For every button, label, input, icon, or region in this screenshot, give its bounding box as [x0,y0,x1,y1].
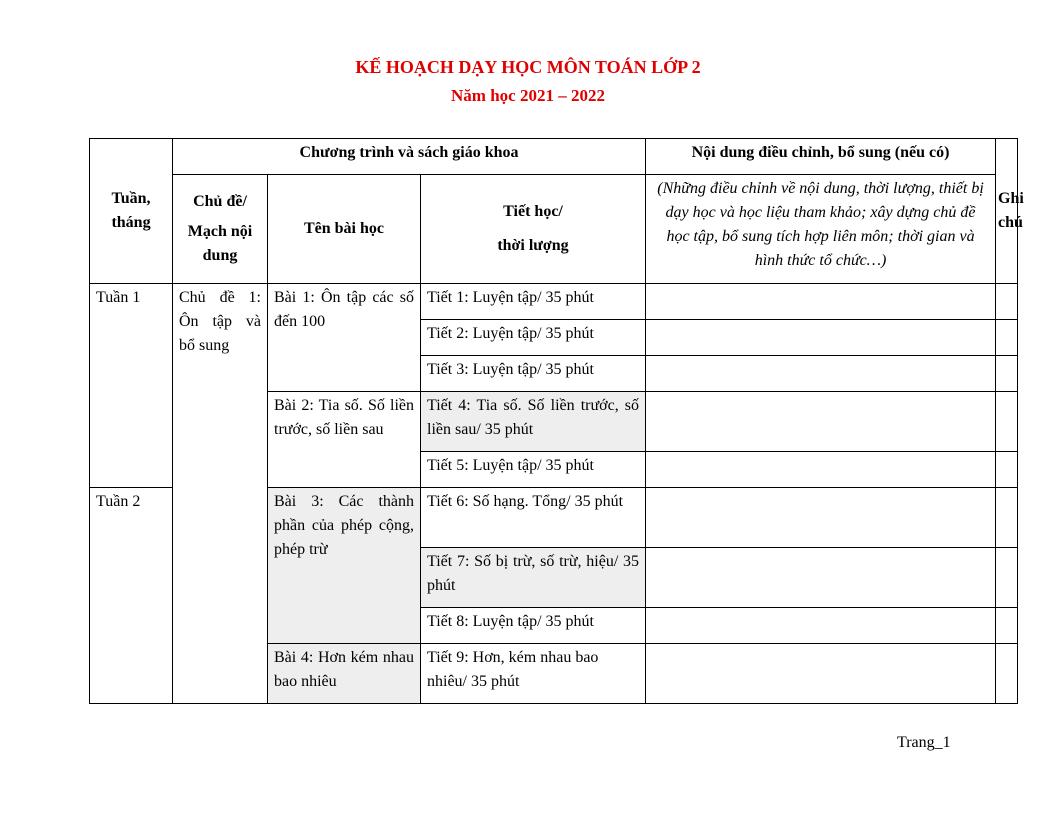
notes-cell [996,452,1018,488]
period-cell: Tiết 4: Tia số. Số liền trước, số liền sau/ 35 phút [421,392,646,452]
notes-cell [996,548,1018,608]
header-topic-line2: Mạch nội dung [187,223,253,264]
lesson-cell: Bài 1: Ôn tập các số đến 100 [268,284,421,392]
header-adjust-note: (Những điều chỉnh về nội dung, thời lượng, thiết bị dạy học và học liệu tham khảo; xây dựng chủ đề học tập, bổ sung tích hợp liên môn; thời gian và hình thức tổ chức…) [646,175,996,284]
page-number: Trang_1 [897,734,951,751]
period-cell: Tiết 5: Luyện tập/ 35 phút [421,452,646,488]
period-cell: Tiết 1: Luyện tập/ 35 phút [421,284,646,320]
notes-cell [996,608,1018,644]
adjust-cell [646,356,996,392]
notes-cell [996,284,1018,320]
week-cell: Tuần 2 [90,488,173,704]
header-period-line2: thời lượng [497,237,569,254]
period-cell: Tiết 3: Luyện tập/ 35 phút [421,356,646,392]
adjust-cell [646,488,996,548]
lesson-cell: Bài 3: Các thành phần của phép cộng, phép trừ [268,488,421,644]
header-topic [173,175,268,284]
period-cell: Tiết 7: Số bị trừ, số trừ, hiệu/ 35 phút [421,548,646,608]
header-notes: Ghi chú [996,139,1018,284]
notes-cell [996,488,1018,548]
period-cell: Tiết 9: Hơn, kém nhau bao nhiêu/ 35 phút [421,644,646,704]
document-title: KẾ HOẠCH DẠY HỌC MÔN TOÁN LỚP 2 [355,57,701,77]
adjust-cell [646,452,996,488]
adjust-cell [646,284,996,320]
adjust-cell [646,320,996,356]
notes-cell [996,392,1018,452]
adjust-cell [646,548,996,608]
adjust-cell [646,392,996,452]
period-cell: Tiết 8: Luyện tập/ 35 phút [421,608,646,644]
table-header-row [90,139,1018,175]
topic-cell: Chủ đề 1: Ôn tập và bổ sung [173,284,268,704]
period-cell: Tiết 6: Số hạng. Tổng/ 35 phút [421,488,646,548]
lesson-cell: Bài 4: Hơn kém nhau bao nhiêu [268,644,421,704]
adjust-cell [646,644,996,704]
notes-cell [996,320,1018,356]
header-program: Chương trình và sách giáo khoa [173,139,646,175]
adjust-cell [646,608,996,644]
lesson-plan-table [89,138,1024,704]
header-topic-line1: Chủ đề/ [193,193,247,210]
notes-cell [996,644,1018,704]
header-lesson: Tên bài học [268,175,421,284]
period-cell: Tiết 2: Luyện tập/ 35 phút [421,320,646,356]
lesson-cell: Bài 2: Tia số. Số liền trước, số liền sau [268,392,421,488]
document-subtitle: Năm học 2021 – 2022 [451,86,605,105]
header-period [421,175,646,284]
notes-cell [996,356,1018,392]
header-week: Tuần, tháng [90,139,173,284]
header-adjust: Nội dung điều chỉnh, bổ sung (nếu có) [646,139,996,175]
table-row [90,284,1018,320]
header-period-line1: Tiết học/ [503,203,563,220]
table-subheader-row [90,175,1018,284]
week-cell: Tuần 1 [90,284,173,488]
